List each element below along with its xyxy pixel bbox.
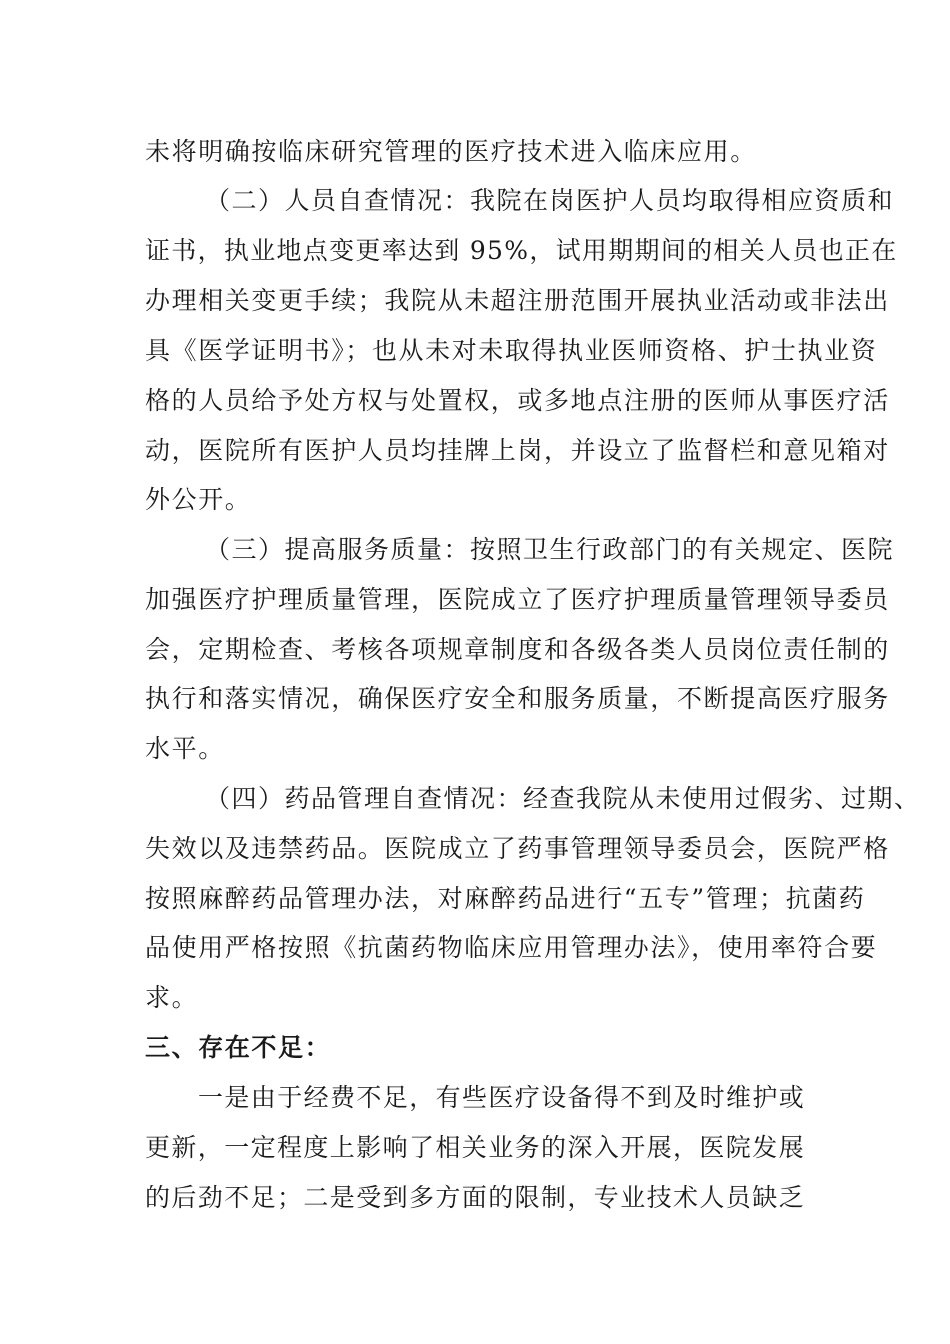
text-line: 具《医学证明书》；也从未对未取得执业医师资格、护士执业资 [145,336,878,365]
paragraph-4-line: （四）药品管理自查情况：经查我院从未使用过假劣、过期、 [205,784,921,813]
text-line: 动，医院所有医护人员均挂牌上岗，并设立了监督栏和意见箱对 [145,436,890,465]
text-line: 会，定期检查、考核各项规章制度和各级各类人员岗位责任制的 [145,635,890,664]
text-line: 执行和落实情况，确保医疗安全和服务质量，不断提高医疗服务 [145,684,890,713]
text-line: 办理相关变更手续；我院从未超注册范围开展执业活动或非法出 [145,286,890,315]
text-line: 按照麻醉药品管理办法，对麻醉药品进行“五专”管理；抗菌药 [145,884,866,913]
paragraph-5-line: 一是由于经费不足，有些医疗设备得不到及时维护或 [198,1083,806,1112]
text-line: 更新，一定程度上影响了相关业务的深入开展，医院发展 [145,1133,806,1162]
paragraph-3-line: （三）提高服务质量：按照卫生行政部门的有关规定、医院 [205,535,895,564]
section-heading: 三、存在不足： [145,1033,332,1062]
text-line: 未将明确按临床研究管理的医疗技术进入临床应用。 [145,137,757,166]
text-line: 格的人员给予处方权与处置权，或多地点注册的医师从事医疗活 [145,386,890,415]
text-line: 的后劲不足；二是受到多方面的限制，专业技术人员缺乏 [145,1183,806,1212]
text-line: 失效以及违禁药品。医院成立了药事管理领导委员会，医院严格 [145,834,890,863]
text-line: 外公开。 [145,485,252,514]
paragraph-2-line: （二）人员自查情况：我院在岗医护人员均取得相应资质和 [205,186,895,215]
text-line: 品使用严格按照《抗菌药物临床应用管理办法》，使用率符合要 [145,933,878,962]
text-line: 证书，执业地点变更率达到 95%，试用期期间的相关人员也正在 [145,236,898,265]
text-line: 求。 [145,983,199,1012]
text-line: 水平。 [145,734,225,763]
text-line: 加强医疗护理质量管理，医院成立了医疗护理质量管理领导委员 [145,585,890,614]
